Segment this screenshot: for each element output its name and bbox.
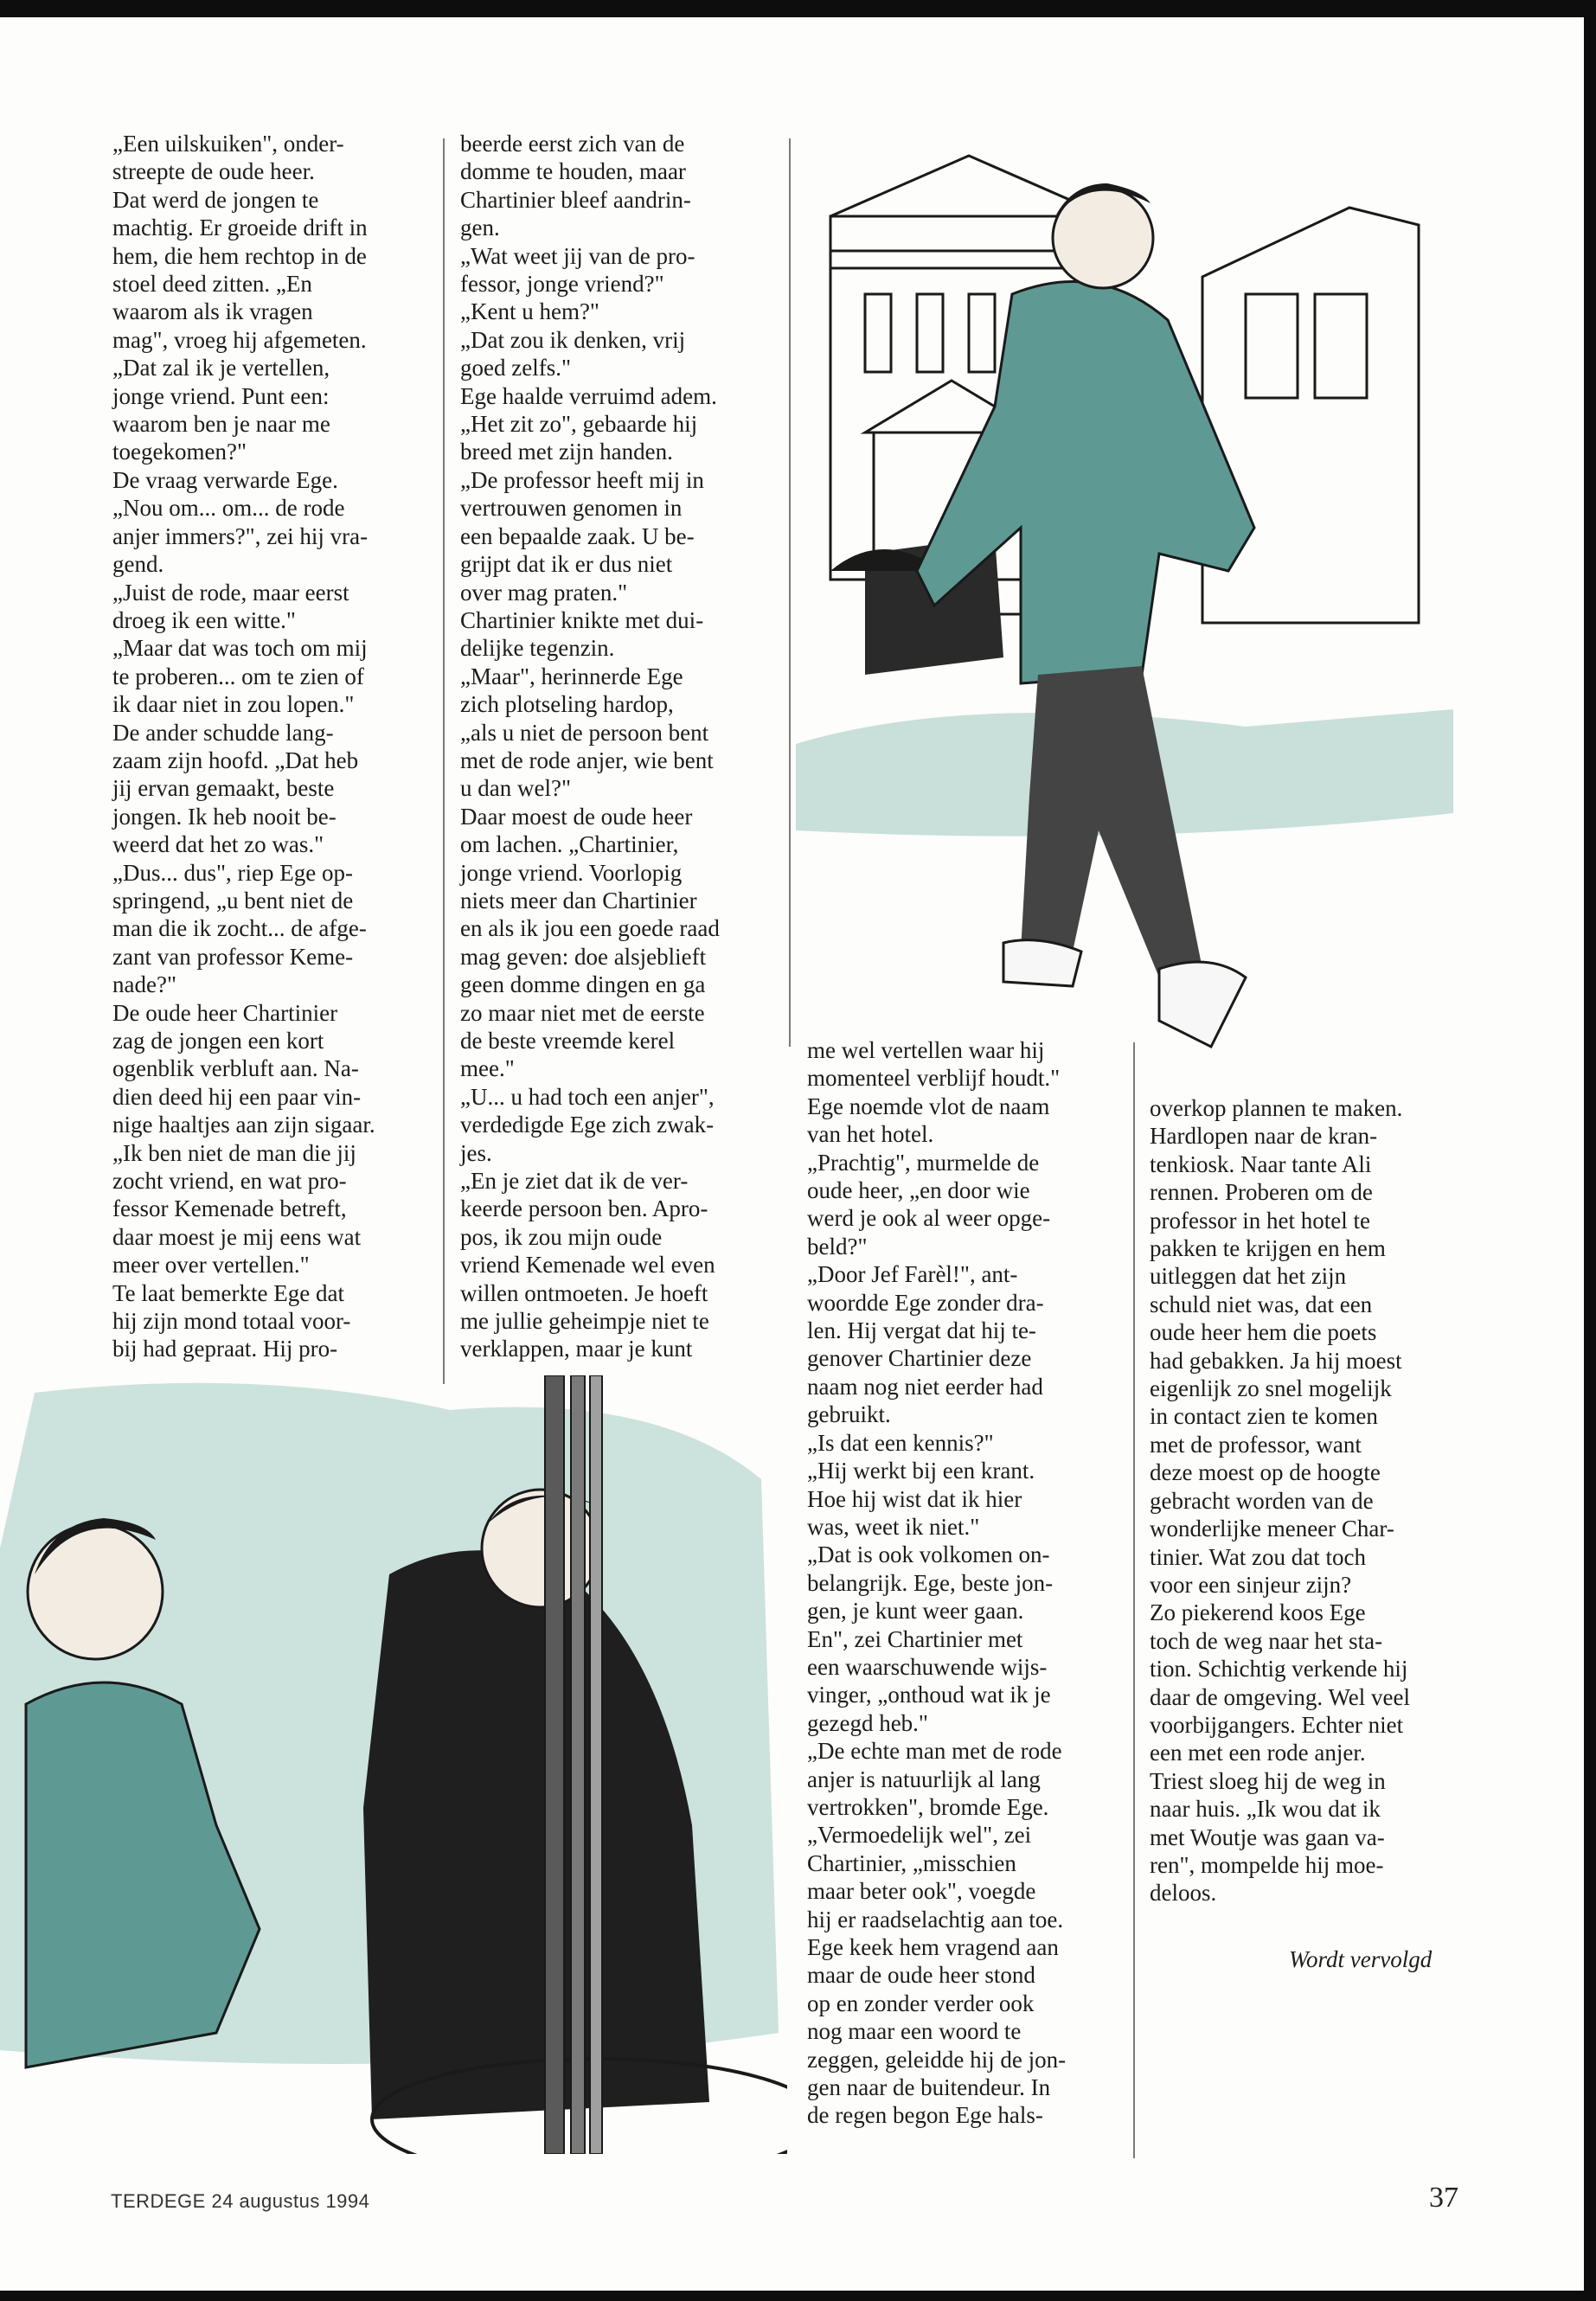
article-line: voor een sinjeur zijn? bbox=[1150, 1571, 1352, 1598]
article-line: grijpt dat ik er dus niet bbox=[460, 551, 673, 578]
article-line: tenkiosk. Naar tante Ali bbox=[1150, 1150, 1372, 1177]
article-line: voorbijgangers. Echter niet bbox=[1150, 1711, 1404, 1738]
article-line: waarom ben je naar me bbox=[112, 411, 330, 438]
article-line: om lachen. „Chartinier, bbox=[460, 831, 679, 858]
publication-date: TERDEGE 24 augustus 1994 bbox=[111, 2190, 370, 2212]
article-line: niets meer dan Chartinier bbox=[460, 887, 697, 913]
article-line: springend, „u bent niet de bbox=[112, 887, 354, 913]
article-line: weerd dat het zo was." bbox=[112, 831, 324, 858]
boy-shoe-left bbox=[1003, 940, 1081, 986]
article-line: jonge vriend. Punt een: bbox=[112, 382, 330, 409]
article-line: deze moest op de hoogte bbox=[1150, 1459, 1381, 1486]
article-line: „Nou om... om... de rode bbox=[112, 495, 345, 522]
article-line: tinier. Wat zou dat toch bbox=[1150, 1543, 1367, 1570]
walking-boy-illustration bbox=[796, 121, 1488, 1081]
page-frame-top bbox=[0, 0, 1596, 17]
article-line: daar moest je mij eens wat bbox=[112, 1223, 362, 1250]
article-line: domme te houden, maar bbox=[460, 158, 686, 185]
article-line: „Een uilskuiken", onder- bbox=[112, 131, 344, 157]
article-line: De vraag verwarde Ege. bbox=[112, 466, 338, 493]
article-line: delijke tegenzin. bbox=[460, 635, 615, 662]
article-line: „Juist de rode, maar eerst bbox=[112, 579, 349, 606]
article-line: een met een rode anjer. bbox=[1150, 1740, 1366, 1766]
article-line: goed zelfs." bbox=[460, 355, 571, 381]
article-line: Chartinier, „misschien bbox=[807, 1849, 1016, 1876]
article-line: schuld niet was, dat een bbox=[1150, 1291, 1373, 1317]
article-line: De oude heer Chartinier bbox=[112, 999, 338, 1026]
foreground-post bbox=[545, 1375, 602, 2154]
article-line: „Is dat een kennis?" bbox=[807, 1429, 994, 1456]
article-line: verklappen, maar je kunt bbox=[460, 1336, 693, 1362]
article-column-3 bbox=[807, 1036, 1066, 2130]
article-line: naam nog niet eerder had bbox=[807, 1373, 1043, 1400]
article-line: daar de omgeving. Wel veel bbox=[1150, 1683, 1410, 1710]
article-line: vertrokken", bromde Ege. bbox=[807, 1793, 1049, 1820]
article-column-1 bbox=[112, 130, 375, 1363]
article-line: professor in het hotel te bbox=[1150, 1207, 1370, 1234]
boy-head bbox=[28, 1524, 163, 1659]
article-line: willen ontmoeten. Je hoeft bbox=[460, 1279, 708, 1306]
article-line: vinger, „onthoud wat ik je bbox=[807, 1682, 1051, 1708]
article-line: de beste vreemde kerel bbox=[460, 1028, 676, 1054]
article-line: overkop plannen te maken. bbox=[1150, 1095, 1403, 1121]
article-line: „Wat weet jij van de pro- bbox=[460, 242, 695, 269]
page-frame-right bbox=[1584, 0, 1596, 2301]
article-line: gebracht worden van de bbox=[1150, 1487, 1374, 1514]
article-line: rennen. Proberen om de bbox=[1150, 1179, 1373, 1206]
article-line: anjer is natuurlijk al lang bbox=[807, 1766, 1041, 1792]
article-line: maar de oude heer stond bbox=[807, 1962, 1035, 1989]
article-line: gebruikt. bbox=[807, 1401, 891, 1428]
article-line: „De professor heeft mij in bbox=[460, 466, 704, 493]
article-line: „Dus... dus", riep Ege op- bbox=[112, 859, 353, 886]
article-line: Chartinier knikte met dui- bbox=[460, 606, 704, 633]
article-line: zo maar niet met de eerste bbox=[460, 999, 705, 1026]
article-line: belangrijk. Ege, beste jon- bbox=[807, 1569, 1054, 1596]
article-line: „Dat zal ik je vertellen, bbox=[112, 355, 330, 381]
article-line: Hoe hij wist dat ik hier bbox=[807, 1485, 1022, 1512]
article-line: verdedigde Ege zich zwak- bbox=[460, 1112, 715, 1138]
article-line: u dan wel?" bbox=[460, 775, 571, 802]
article-line: beerde eerst zich van de bbox=[460, 131, 685, 157]
article-line: vriend Kemenade wel even bbox=[460, 1252, 715, 1279]
article-line: ren", mompelde hij moe- bbox=[1150, 1851, 1384, 1878]
article-line: in contact zien te komen bbox=[1150, 1403, 1378, 1430]
article-line: gen naar de buitendeur. In bbox=[807, 2074, 1051, 2101]
page-number: 37 bbox=[1429, 2182, 1458, 2214]
article-line: te proberen... om te zien of bbox=[112, 663, 364, 689]
article-line: was, weet ik niet." bbox=[807, 1513, 980, 1540]
article-line: over mag praten." bbox=[460, 579, 628, 606]
article-line: „Maar", herinnerde Ege bbox=[460, 663, 683, 689]
article-line: werd je ook al weer opge- bbox=[807, 1205, 1051, 1232]
article-line: „Dat is ook volkomen on- bbox=[807, 1541, 1050, 1568]
article-line: momenteel verblijf houdt." bbox=[807, 1065, 1061, 1092]
article-line: deloos. bbox=[1150, 1880, 1217, 1907]
article-line: nade?" bbox=[112, 971, 176, 998]
article-line: „Kent u hem?" bbox=[460, 298, 599, 325]
article-line: op en zonder verder ook bbox=[807, 1990, 1035, 2016]
article-line: en als ik jou een goede raad bbox=[460, 915, 720, 942]
article-line: zeggen, geleidde hij de jon- bbox=[807, 2046, 1067, 2073]
article-line: anjer immers?", zei hij vra- bbox=[112, 522, 369, 549]
article-line: geen domme dingen en ga bbox=[460, 971, 706, 998]
article-line: me wel vertellen waar hij bbox=[807, 1037, 1045, 1063]
article-column-4 bbox=[1150, 1094, 1410, 1907]
article-line: met Woutje was gaan va- bbox=[1150, 1823, 1385, 1850]
article-column-2 bbox=[460, 130, 720, 1363]
article-line: toch de weg naar het sta- bbox=[1150, 1627, 1383, 1654]
article-line: oude heer hem die poets bbox=[1150, 1319, 1377, 1346]
article-line: de regen begon Ege hals- bbox=[807, 2102, 1043, 2129]
article-line: „U... u had toch een anjer", bbox=[460, 1083, 715, 1110]
article-line: „Door Jef Farèl!", ant- bbox=[807, 1261, 1018, 1288]
article-line: „En je ziet dat ik de ver- bbox=[460, 1168, 689, 1195]
article-line: zant van professor Keme- bbox=[112, 943, 354, 970]
article-line: nog maar een woord te bbox=[807, 2018, 1022, 2045]
article-line: gen. bbox=[460, 215, 500, 241]
article-line: keerde persoon ben. Apro- bbox=[460, 1195, 708, 1222]
article-line: gend. bbox=[112, 551, 164, 578]
article-line: Ege keek hem vragend aan bbox=[807, 1934, 1059, 1960]
article-line: jongen. Ik heb nooit be- bbox=[112, 803, 337, 830]
article-line: eigenlijk zo snel mogelijk bbox=[1150, 1375, 1392, 1402]
article-line: mag geven: doe alsjeblieft bbox=[460, 943, 707, 970]
page-frame-bottom bbox=[0, 2291, 1596, 2301]
article-line: maar beter ook", voegde bbox=[807, 1878, 1036, 1905]
article-line: pakken te krijgen en hem bbox=[1150, 1235, 1386, 1262]
article-line: gezegd heb." bbox=[807, 1709, 928, 1736]
article-line: fessor, jonge vriend?" bbox=[460, 271, 664, 298]
article-line: „Het zit zo", gebaarde hij bbox=[460, 411, 698, 438]
article-line: Dat werd de jongen te bbox=[112, 186, 319, 213]
article-line: dien deed hij een paar vin- bbox=[112, 1083, 362, 1110]
article-line: pos, ik zou mijn oude bbox=[460, 1223, 663, 1250]
article-line: woordde Ege zonder dra- bbox=[807, 1289, 1044, 1316]
article-line: zich plotseling hardop, bbox=[460, 691, 674, 718]
article-line: man die ik zocht... de afge- bbox=[112, 915, 367, 942]
article-line: hij er raadselachtig aan toe. bbox=[807, 1906, 1064, 1932]
column-rule-2 bbox=[789, 138, 791, 1047]
article-line: „Hij werkt bij een krant. bbox=[807, 1458, 1035, 1484]
column-rule-3 bbox=[1133, 1042, 1135, 2158]
article-line: fessor Kemenade betreft, bbox=[112, 1195, 347, 1222]
article-line: streepte de oude heer. bbox=[112, 158, 315, 185]
article-line: stoel deed zitten. „En bbox=[112, 271, 312, 298]
article-line: gen, je kunt weer gaan. bbox=[807, 1598, 1024, 1625]
article-line: een waarschuwende wijs- bbox=[807, 1653, 1048, 1680]
article-line: uitleggen dat het zijn bbox=[1150, 1263, 1347, 1290]
article-line: wonderlijke meneer Char- bbox=[1150, 1516, 1394, 1542]
boy-and-old-man-illustration bbox=[0, 1375, 787, 2154]
article-line: zaam zijn hoofd. „Dat heb bbox=[112, 747, 359, 773]
article-line: Chartinier bleef aandrin- bbox=[460, 186, 691, 213]
article-line: Ege noemde vlot de naam bbox=[807, 1093, 1050, 1119]
article-line: „Prachtig", murmelde de bbox=[807, 1149, 1040, 1176]
article-line: „Dat zou ik denken, vrij bbox=[460, 326, 686, 353]
article-line: droeg ik een witte." bbox=[112, 606, 296, 633]
article-line: hem, die hem rechtop in de bbox=[112, 242, 367, 269]
article-line: Te laat bemerkte Ege dat bbox=[112, 1279, 344, 1306]
article-line: toegekomen?" bbox=[112, 439, 247, 465]
article-line: ogenblik verbluft aan. Na- bbox=[112, 1055, 359, 1082]
article-line: breed met zijn handen. bbox=[460, 439, 673, 465]
article-line: De ander schudde lang- bbox=[112, 719, 334, 746]
article-line: „De echte man met de rode bbox=[807, 1738, 1062, 1765]
article-line: vertrouwen genomen in bbox=[460, 495, 683, 522]
article-line: zocht vriend, en wat pro- bbox=[112, 1168, 347, 1195]
article-line: beld?" bbox=[807, 1233, 868, 1259]
article-line: machtig. Er groeide drift in bbox=[112, 215, 368, 241]
article-line: Ege haalde verruimd adem. bbox=[460, 382, 717, 409]
article-line: mee." bbox=[460, 1055, 515, 1082]
article-line: jij ervan gemaakt, beste bbox=[112, 775, 335, 802]
to-be-continued: Wordt vervolgd bbox=[1289, 1946, 1433, 1972]
article-line: Daar moest de oude heer bbox=[460, 803, 693, 830]
article-line: bij had gepraat. Hij pro- bbox=[112, 1336, 338, 1362]
article-line: mag", vroeg hij afgemeten. bbox=[112, 326, 367, 353]
article-line: met de professor, want bbox=[1150, 1431, 1362, 1458]
article-line: met de rode anjer, wie bent bbox=[460, 747, 714, 773]
article-line: waarom als ik vragen bbox=[112, 298, 313, 325]
boy-shoe-right bbox=[1159, 962, 1246, 1047]
article-line: Zo piekerend koos Ege bbox=[1150, 1599, 1366, 1626]
article-line: van het hotel. bbox=[807, 1121, 934, 1148]
article-line: ik daar niet in zou lopen." bbox=[112, 691, 355, 718]
article-line: nige haaltjes aan zijn sigaar. bbox=[112, 1112, 375, 1138]
article-line: „Ik ben niet de man die jij bbox=[112, 1139, 356, 1166]
article-line: een bepaalde zaak. U be- bbox=[460, 522, 695, 549]
column-rule-1 bbox=[443, 138, 445, 1384]
article-line: „als u niet de persoon bent bbox=[460, 719, 709, 746]
article-line: genover Chartinier deze bbox=[807, 1345, 1032, 1372]
article-line: jes. bbox=[460, 1139, 492, 1166]
article-line: tion. Schichtig verkende hij bbox=[1150, 1656, 1408, 1682]
article-line: me jullie geheimpje niet te bbox=[460, 1308, 709, 1335]
article-line: hij zijn mond totaal voor- bbox=[112, 1308, 351, 1335]
article-line: Triest sloeg hij de weg in bbox=[1150, 1767, 1386, 1794]
article-line: „Maar dat was toch om mij bbox=[112, 635, 368, 662]
article-line: En", zei Chartinier met bbox=[807, 1625, 1023, 1652]
article-line: len. Hij vergat dat hij te- bbox=[807, 1317, 1036, 1344]
article-line: jonge vriend. Voorlopig bbox=[460, 859, 683, 886]
article-line: meer over vertellen." bbox=[112, 1252, 310, 1279]
article-line: zag de jongen een kort bbox=[112, 1028, 324, 1054]
article-line: oude heer, „en door wie bbox=[807, 1177, 1030, 1204]
article-line: „Vermoedelijk wel", zei bbox=[807, 1822, 1032, 1849]
article-line: naar huis. „Ik wou dat ik bbox=[1150, 1796, 1381, 1823]
article-line: had gebakken. Ja hij moest bbox=[1150, 1347, 1402, 1374]
article-line: Hardlopen naar de kran- bbox=[1150, 1123, 1378, 1150]
